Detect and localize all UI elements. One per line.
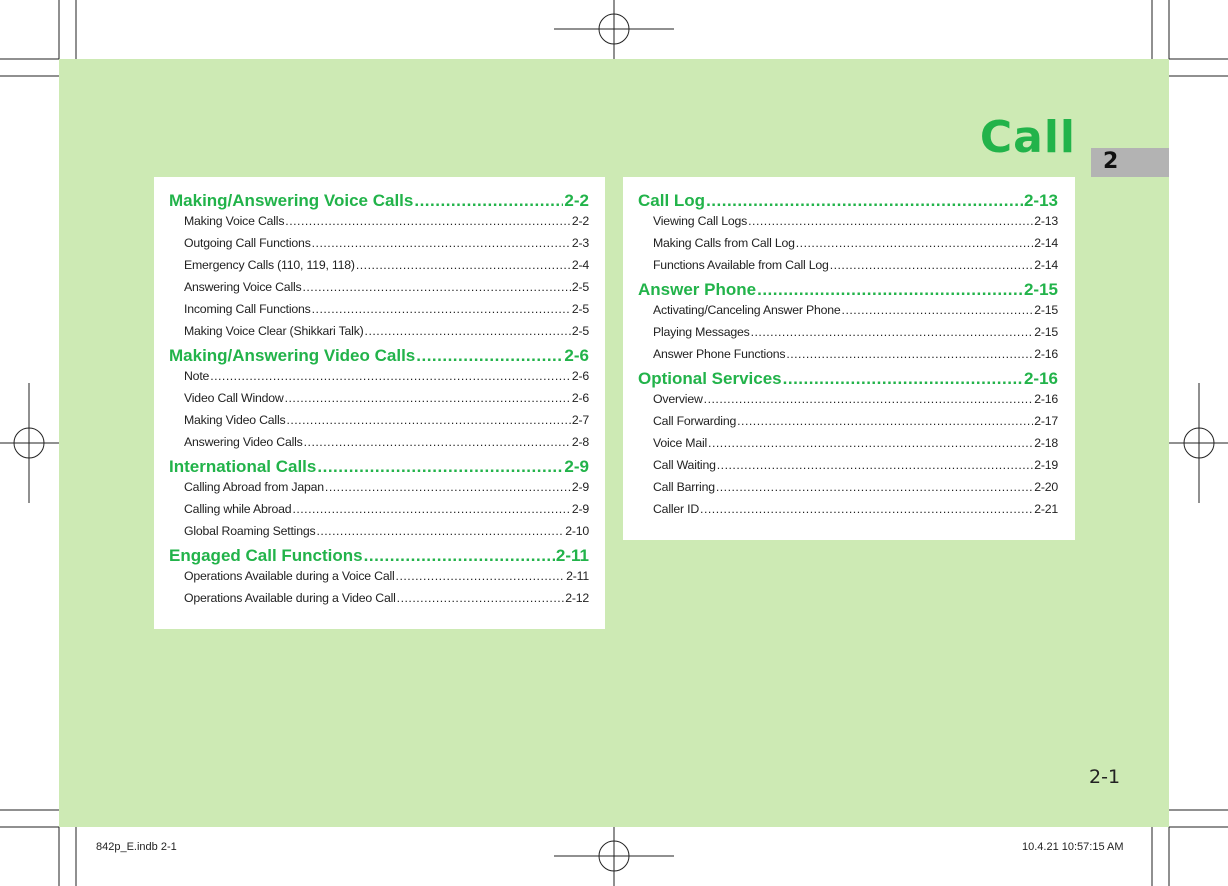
toc-section[interactable] <box>638 369 1058 392</box>
toc-leader-dots <box>286 413 570 427</box>
toc-section-page: 2-6 <box>564 346 589 365</box>
toc-item-page: 2-2 <box>571 214 589 228</box>
toc-item-page: 2-9 <box>571 480 589 494</box>
toc-leader-dots <box>704 392 1034 406</box>
toc-leader-dots <box>708 436 1033 450</box>
toc-leader-dots <box>830 258 1034 272</box>
toc-leader-dots <box>751 325 1034 339</box>
toc-leader-dots <box>285 391 571 405</box>
toc-item-label: Overview <box>653 392 703 406</box>
toc-item-label: Viewing Call Logs <box>653 214 748 228</box>
toc-leader-dots <box>317 457 563 477</box>
toc-item-label: Caller ID <box>653 502 700 516</box>
toc-item-label: Outgoing Call Functions <box>184 236 311 250</box>
toc-item-page: 2-6 <box>571 369 589 383</box>
toc-leader-dots <box>717 458 1033 472</box>
toc-item[interactable] <box>169 369 589 391</box>
toc-item[interactable] <box>169 258 589 280</box>
toc-leader-dots <box>706 191 1023 211</box>
toc-item[interactable] <box>638 502 1058 524</box>
toc-item-label: Answering Video Calls <box>184 435 303 449</box>
toc-section[interactable] <box>169 346 589 369</box>
toc-item-label: Incoming Call Functions <box>184 302 311 316</box>
toc-item[interactable] <box>638 414 1058 436</box>
toc-item-page: 2-15 <box>1034 325 1058 339</box>
toc-item-page: 2-20 <box>1034 480 1058 494</box>
toc-item[interactable] <box>638 303 1058 325</box>
toc-item-label: Global Roaming Settings <box>184 524 316 538</box>
toc-leader-dots <box>302 280 570 294</box>
toc-item[interactable] <box>169 435 589 457</box>
toc-item-page: 2-5 <box>571 280 589 294</box>
toc-panel-left <box>154 177 605 629</box>
toc-item-label: Call Forwarding <box>653 414 737 428</box>
toc-item-label: Answer Phone Functions <box>653 347 786 361</box>
toc-item[interactable] <box>169 569 589 591</box>
toc-item-label: Functions Available from Call Log <box>653 258 829 272</box>
toc-item-page: 2-8 <box>571 435 589 449</box>
toc-section[interactable] <box>638 280 1058 303</box>
toc-item-page: 2-21 <box>1034 502 1058 516</box>
toc-section-title: International Calls <box>169 457 317 476</box>
toc-item[interactable] <box>169 413 589 435</box>
toc-item[interactable] <box>169 524 589 546</box>
toc-item-page: 2-6 <box>571 391 589 405</box>
toc-list-right <box>638 191 1058 524</box>
toc-item-page: 2-15 <box>1034 303 1058 317</box>
toc-item[interactable] <box>169 324 589 346</box>
toc-item-page: 2-14 <box>1034 258 1058 272</box>
chapter-tab-number: 2 <box>1103 149 1119 174</box>
toc-item-label: Video Call Window <box>184 391 284 405</box>
chapter-tab[interactable] <box>1091 148 1169 177</box>
toc-section-title: Engaged Call Functions <box>169 546 363 565</box>
toc-section-title: Making/Answering Voice Calls <box>169 191 414 210</box>
toc-item-page: 2-5 <box>571 324 589 338</box>
toc-item-page: 2-16 <box>1034 392 1058 406</box>
toc-leader-dots <box>783 369 1023 389</box>
toc-leader-dots <box>842 303 1034 317</box>
toc-leader-dots <box>312 302 571 316</box>
toc-item-label: Call Waiting <box>653 458 716 472</box>
toc-item-page: 2-5 <box>571 302 589 316</box>
toc-section-page: 2-16 <box>1023 369 1058 388</box>
toc-section[interactable] <box>169 191 589 214</box>
toc-item[interactable] <box>638 214 1058 236</box>
toc-item-page: 2-12 <box>565 591 589 605</box>
toc-leader-dots <box>748 214 1033 228</box>
toc-item-page: 2-7 <box>571 413 589 427</box>
toc-panel-right <box>623 177 1075 540</box>
toc-item-label: Emergency Calls (110, 119, 118) <box>184 258 355 272</box>
toc-item[interactable] <box>638 392 1058 414</box>
toc-leader-dots <box>700 502 1033 516</box>
toc-item[interactable] <box>169 502 589 524</box>
toc-leader-dots <box>716 480 1033 494</box>
toc-list-left <box>169 191 589 613</box>
toc-item[interactable] <box>638 236 1058 258</box>
toc-item[interactable] <box>169 280 589 302</box>
toc-leader-dots <box>312 236 571 250</box>
toc-leader-dots <box>365 324 571 338</box>
toc-section-title: Optional Services <box>638 369 782 388</box>
toc-item-label: Calling Abroad from Japan <box>184 480 324 494</box>
toc-leader-dots <box>737 414 1033 428</box>
toc-item-label: Making Calls from Call Log <box>653 236 795 250</box>
toc-item-page: 2-19 <box>1034 458 1058 472</box>
toc-leader-dots <box>364 546 555 566</box>
toc-item-label: Making Video Calls <box>184 413 286 427</box>
toc-item[interactable] <box>638 458 1058 480</box>
toc-leader-dots <box>786 347 1033 361</box>
toc-section-title: Answer Phone <box>638 280 757 299</box>
toc-leader-dots <box>292 502 570 516</box>
toc-section-page: 2-9 <box>564 457 589 476</box>
toc-item-label: Call Barring <box>653 480 715 494</box>
toc-item[interactable] <box>169 236 589 258</box>
toc-item[interactable] <box>169 480 589 502</box>
toc-item-label: Playing Messages <box>653 325 750 339</box>
toc-leader-dots <box>796 236 1033 250</box>
toc-item-label: Calling while Abroad <box>184 502 292 516</box>
toc-leader-dots <box>316 524 564 538</box>
toc-section-page: 2-15 <box>1023 280 1058 299</box>
toc-item-label: Making Voice Clear (Shikkari Talk) <box>184 324 364 338</box>
footer-timestamp: 10.4.21 10:57:15 AM <box>1022 841 1124 853</box>
toc-leader-dots <box>325 480 571 494</box>
toc-item-label: Operations Available during a Video Call <box>184 591 396 605</box>
toc-item[interactable] <box>169 302 589 324</box>
toc-item-page: 2-16 <box>1034 347 1058 361</box>
toc-section-title: Making/Answering Video Calls <box>169 346 416 365</box>
toc-item-label: Note <box>184 369 210 383</box>
toc-item[interactable] <box>169 391 589 413</box>
page-number: 2-1 <box>1089 766 1121 788</box>
toc-section-page: 2-11 <box>555 546 589 565</box>
toc-item-page: 2-14 <box>1034 236 1058 250</box>
toc-item-label: Operations Available during a Voice Call <box>184 569 395 583</box>
toc-item-label: Activating/Canceling Answer Phone <box>653 303 841 317</box>
toc-leader-dots <box>757 280 1023 300</box>
chapter-title: Call <box>979 112 1076 163</box>
toc-item-page: 2-17 <box>1034 414 1058 428</box>
footer-file-info: 842p_E.indb 2-1 <box>96 841 177 853</box>
toc-item[interactable] <box>169 214 589 236</box>
toc-item-page: 2-13 <box>1034 214 1058 228</box>
toc-item[interactable] <box>638 325 1058 347</box>
toc-item-page: 2-18 <box>1034 436 1058 450</box>
toc-section-page: 2-13 <box>1023 191 1058 210</box>
toc-section-page: 2-2 <box>564 191 589 210</box>
toc-leader-dots <box>416 346 563 366</box>
toc-item-page: 2-9 <box>571 502 589 516</box>
toc-item[interactable] <box>638 480 1058 502</box>
toc-leader-dots <box>210 369 571 383</box>
toc-leader-dots <box>285 214 571 228</box>
toc-section[interactable] <box>638 191 1058 214</box>
toc-item[interactable] <box>638 258 1058 280</box>
toc-leader-dots <box>414 191 563 211</box>
toc-section[interactable] <box>169 546 589 569</box>
toc-item-page: 2-11 <box>566 569 589 583</box>
toc-item-page: 2-4 <box>571 258 589 272</box>
toc-item[interactable] <box>638 347 1058 369</box>
toc-item-page: 2-10 <box>565 524 589 538</box>
toc-item-label: Making Voice Calls <box>184 214 285 228</box>
toc-leader-dots <box>396 569 566 583</box>
toc-item-page: 2-3 <box>571 236 589 250</box>
toc-item[interactable] <box>169 591 589 613</box>
toc-leader-dots <box>397 591 565 605</box>
toc-item-label: Answering Voice Calls <box>184 280 302 294</box>
toc-leader-dots <box>304 435 571 449</box>
toc-item-label: Voice Mail <box>653 436 708 450</box>
toc-leader-dots <box>356 258 571 272</box>
toc-item[interactable] <box>638 436 1058 458</box>
toc-section-title: Call Log <box>638 191 706 210</box>
toc-section[interactable] <box>169 457 589 480</box>
